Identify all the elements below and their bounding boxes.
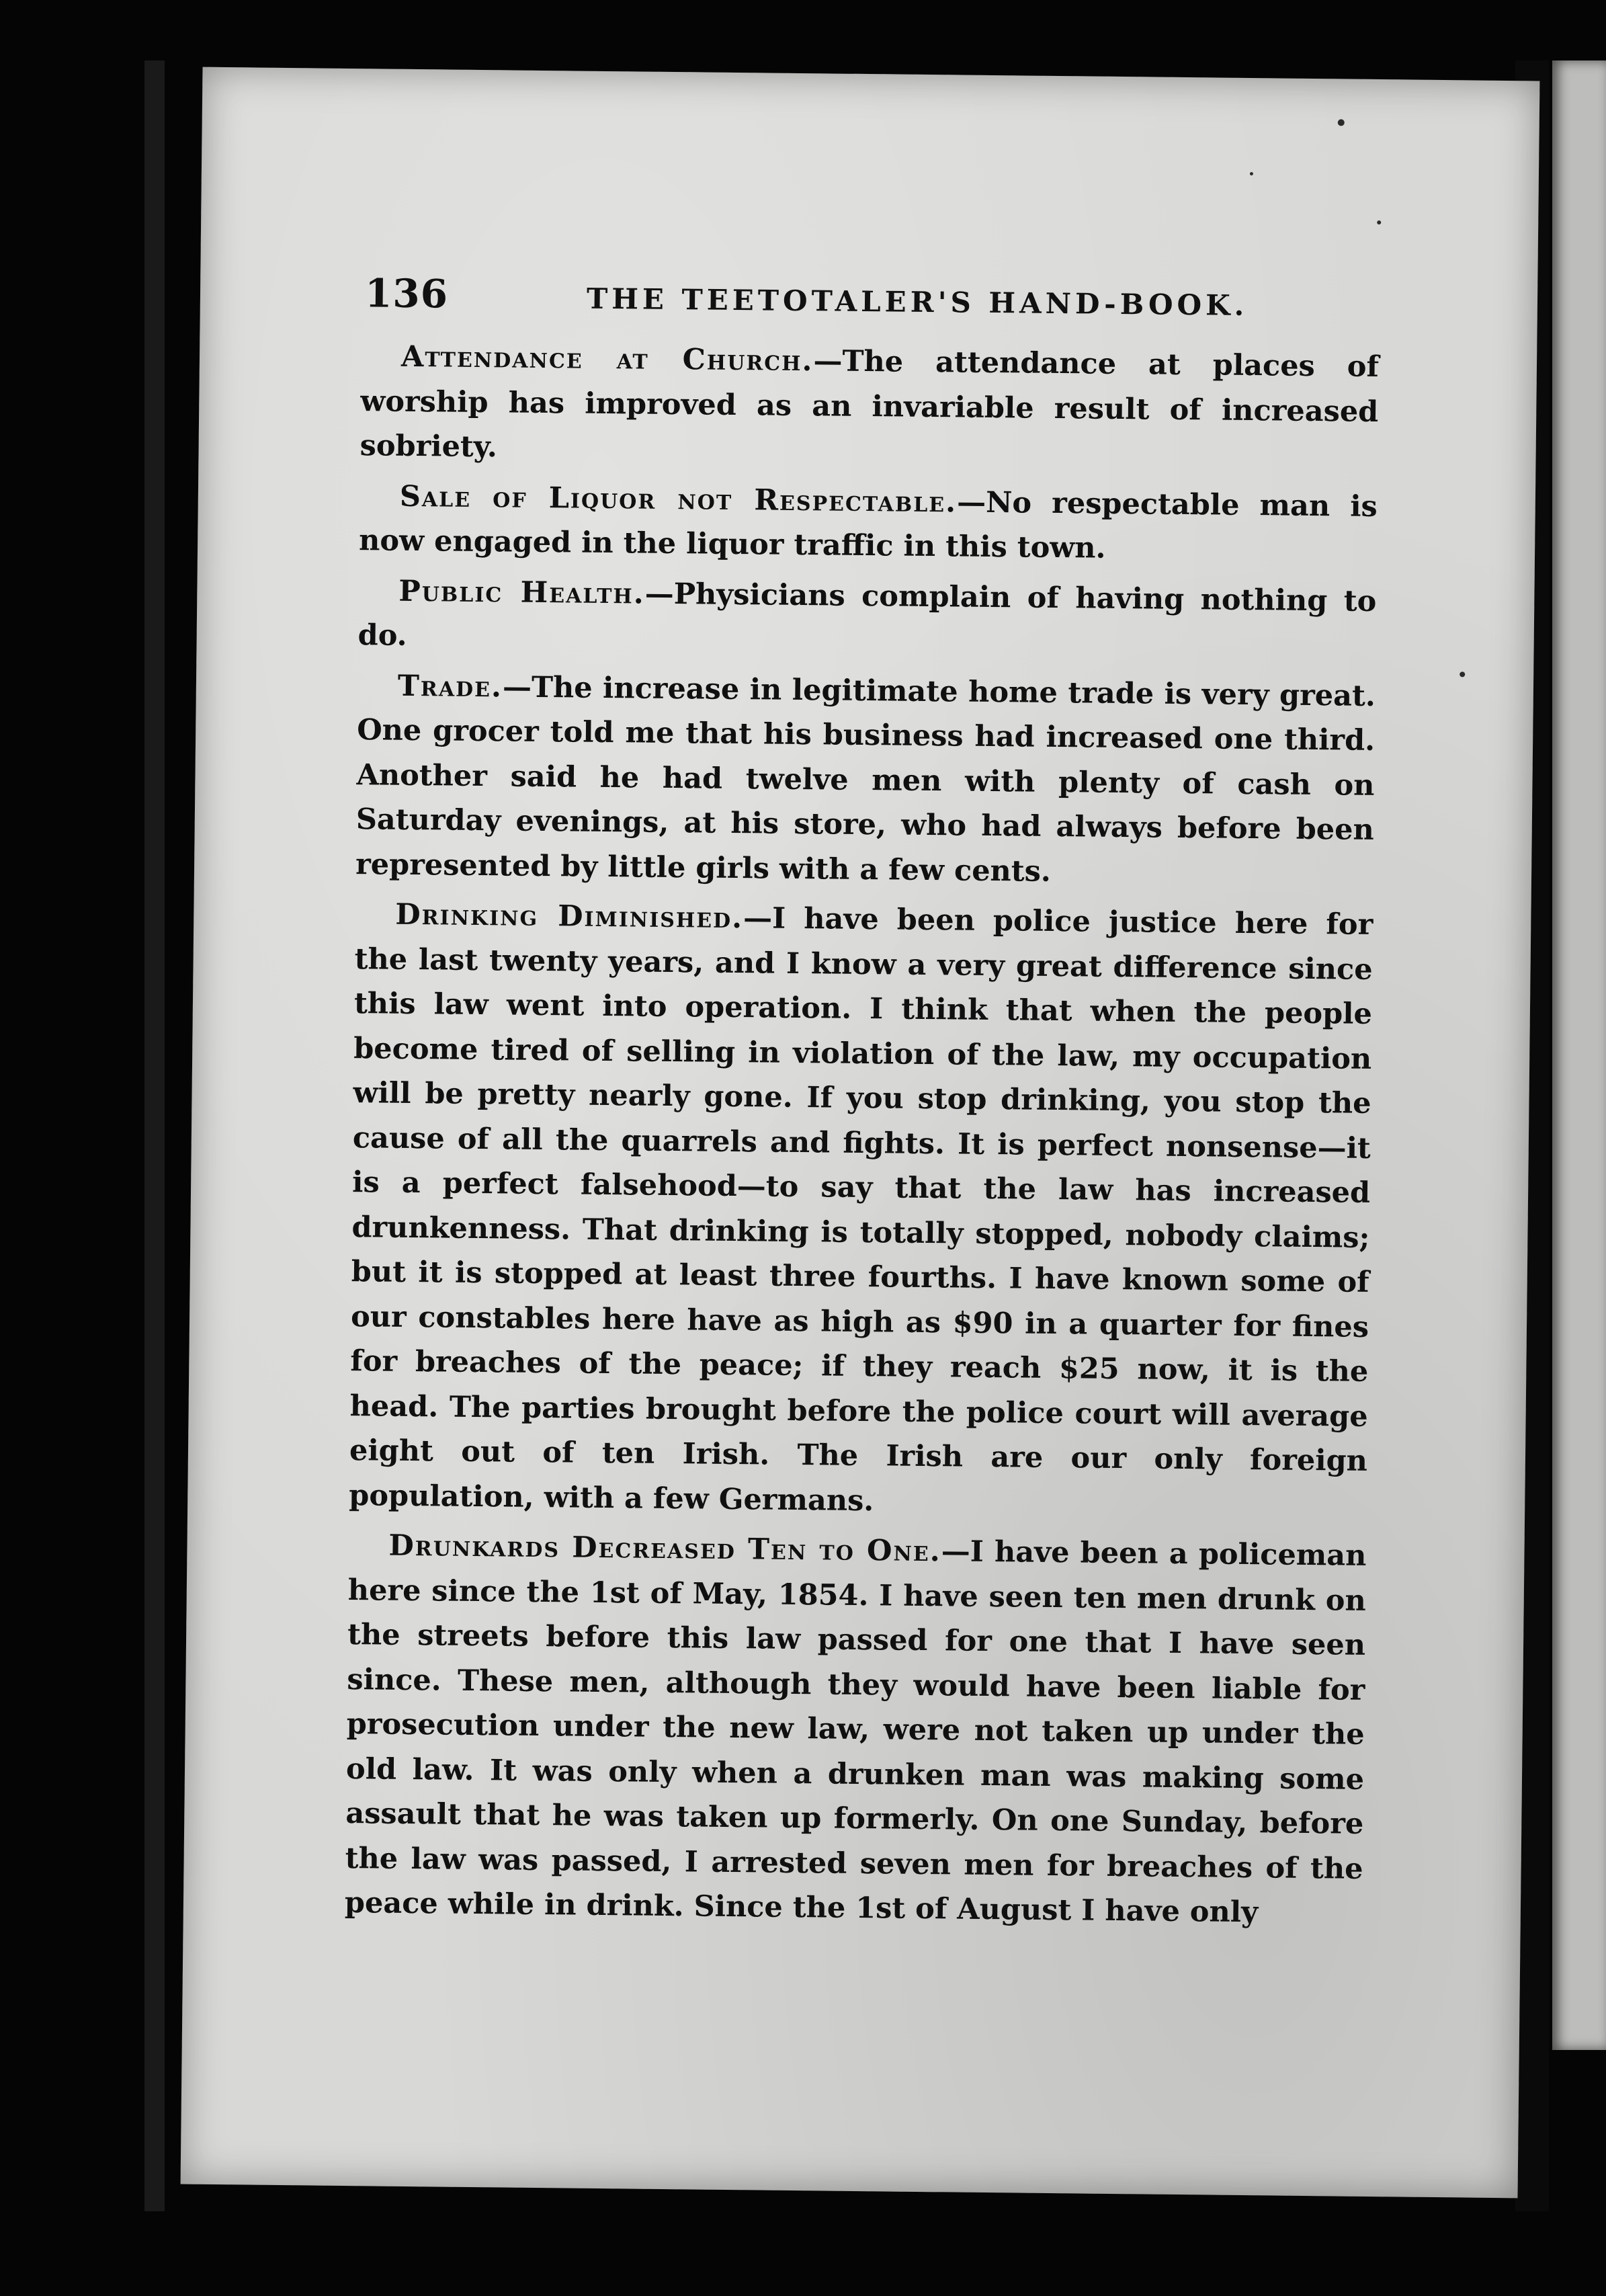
book-page bbox=[181, 67, 1540, 2199]
paragraph-body: —The increase in legitimate home trade is very great. One grocer told me that his business had increased one third. Another said he had twelve men with plenty of cash on Saturday evenings, at his store, who had always before been represented by little girls with a few cents. bbox=[355, 669, 1376, 889]
paper-speck bbox=[1377, 220, 1381, 224]
paragraph-body: —I have been police justice here for the last twenty years, and I know a very great difference since this law went into operation. I think that when the people become tired of selling in violation of the law, my occupation will be pretty nearly gone. If you stop drinking, you stop the cause of all the quarrels and fights. It is perfect nonsense—it is a perfect falsehood—to say that the law has increased drunkenness. That drinking is totally stopped, nobody claims; but it is stopped at least three fourths. I have known some of our constables here have as high as $90 in a quarter for fines for breaches of the peace; if they reach $25 now, it is the head. The parties brought before the police court will average eight out of ten Irish. The Irish are our only foreign population, with a few Germans. bbox=[349, 901, 1373, 1518]
paragraph-heading: Trade. bbox=[397, 669, 503, 704]
book-binding-edge bbox=[144, 60, 165, 2211]
paragraph-drunkards-decreased bbox=[345, 1523, 1367, 1936]
adjacent-page-edge bbox=[1552, 60, 1606, 2050]
paragraph-body: —Physicians complain of having nothing to do. bbox=[357, 577, 1377, 653]
paragraph-drinking-diminished bbox=[349, 892, 1373, 1528]
paragraph-body: —I have been a policeman here since the 1st of May, 1854. I have seen ten men drunk on the streets before this law passed for one that I have seen since. These men, although they would have been liable for prosecution under the new law, were not taken up under the old law. It was only when a drunken man was making some assault that he was taken up formerly. On one Sunday, before the law was passed, I arrested seven men for breaches of the peace while in drink. Since the 1st of August I have only bbox=[344, 1534, 1367, 1930]
paragraph-heading: Drinking Diminished. bbox=[395, 897, 744, 936]
paragraph-attendance-at-church bbox=[360, 334, 1379, 479]
body-text bbox=[345, 334, 1380, 1936]
paragraph-sale-of-liquor bbox=[359, 474, 1378, 574]
paragraph-body: —No respectable man is now engaged in the liquor traffic in this town. bbox=[358, 485, 1378, 565]
paragraph-heading: Attendance at Church. bbox=[400, 339, 814, 378]
paragraph-public-health bbox=[357, 569, 1376, 669]
paragraph-heading: Drunkards Decreased Ten to One. bbox=[388, 1528, 942, 1569]
page-header bbox=[365, 270, 1414, 335]
page-number: 136 bbox=[364, 270, 449, 317]
paragraph-heading: Sale of Liquor not Respectable. bbox=[399, 479, 958, 519]
running-head: THE TEETOTALER'S HAND-BOOK. bbox=[586, 282, 1249, 322]
paragraph-trade bbox=[355, 663, 1376, 897]
paragraph-body: —The attendance at places of worship has improved as an invariable result of increased sobriety. bbox=[360, 344, 1380, 464]
paragraph-heading: Public Health. bbox=[398, 574, 646, 611]
paper-speck bbox=[1250, 172, 1253, 175]
paper-speck bbox=[1460, 671, 1465, 677]
paper-speck bbox=[1338, 119, 1345, 126]
